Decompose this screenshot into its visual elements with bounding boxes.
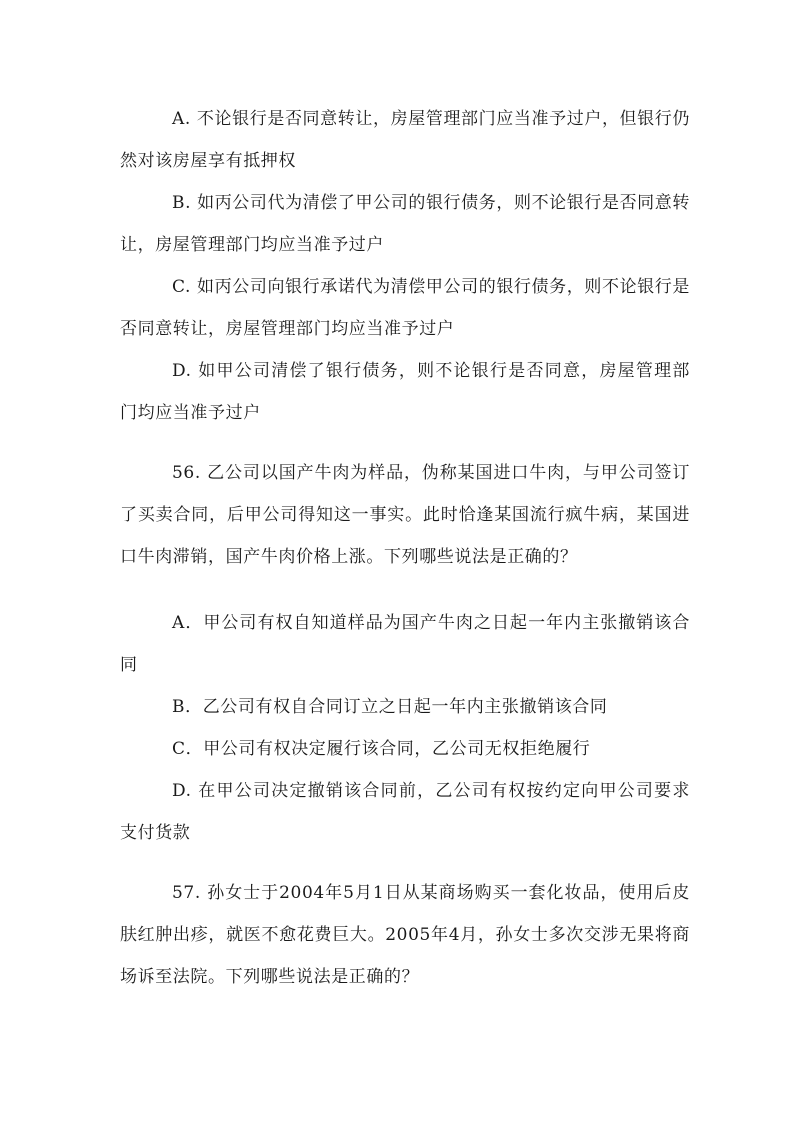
q55-option-c: C. 如丙公司向银行承诺代为清偿甲公司的银行债务，则不论银行是否同意转让，房屋管理部门均应当准予过户	[120, 277, 690, 339]
q55-option-a: A. 不论银行是否同意转让，房屋管理部门应当准予过户，但银行仍然对该房屋享有抵押权	[120, 109, 690, 171]
q56-question: 56. 乙公司以国产牛肉为样品，伪称某国进口牛肉，与甲公司签订了买卖合同，后甲公司得知这一事实。此时恰逢某国流行疯牛病，某国进口牛肉滞销，国产牛肉价格上涨。下列哪些说法是正确的？	[120, 463, 690, 567]
q56-option-b: B．乙公司有权自合同订立之日起一年内主张撤销该合同	[172, 697, 608, 717]
q56-option-d: D. 在甲公司决定撤销该合同前，乙公司有权按约定向甲公司要求支付货款	[120, 781, 690, 843]
q55-option-d: D. 如甲公司清偿了银行债务，则不论银行是否同意，房屋管理部门均应当准予过户	[120, 361, 690, 423]
q56-option-c: C．甲公司有权决定履行该合同，乙公司无权拒绝履行	[172, 739, 591, 759]
q56-option-a: A．甲公司有权自知道样品为国产牛肉之日起一年内主张撤销该合同	[120, 613, 690, 675]
q57-question: 57. 孙女士于2004年5月1日从某商场购买一套化妆品，使用后皮肤红肿出疹，就医不愈花费巨大。2005年4月，孙女士多次交涉无果将商场诉至法院。下列哪些说法是正确的？	[120, 883, 690, 987]
q55-option-b: B. 如丙公司代为清偿了甲公司的银行债务，则不论银行是否同意转让，房屋管理部门均应当准予过户	[120, 193, 690, 255]
